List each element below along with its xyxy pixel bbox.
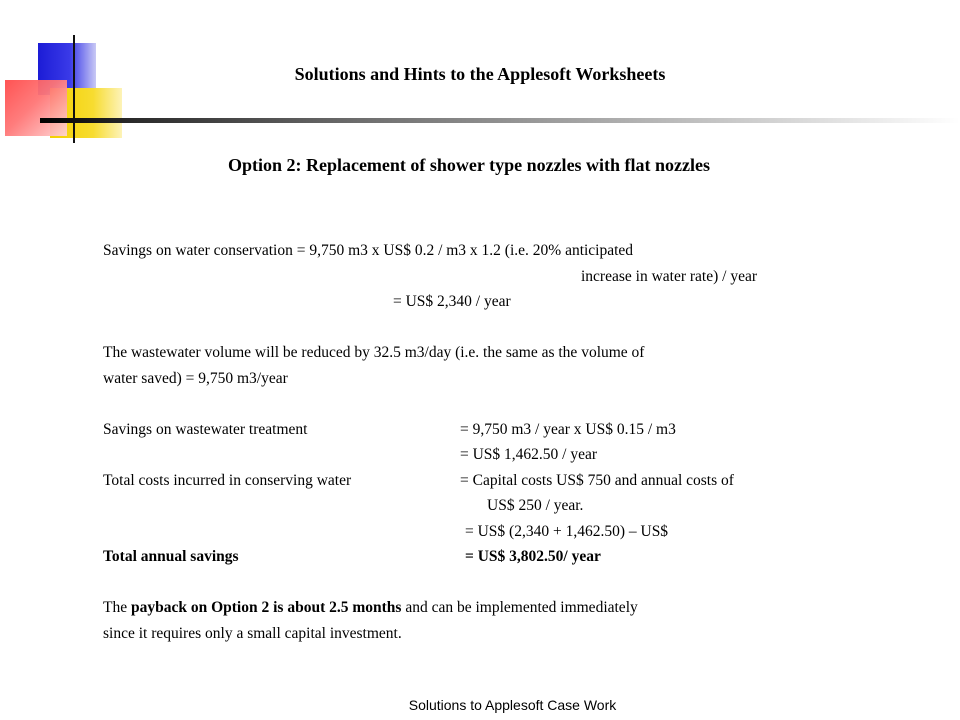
treatment-value-2: = US$ 1,462.50 / year — [460, 446, 598, 463]
payback-suffix: and can be implemented immediately — [405, 599, 638, 616]
water-savings-result: = US$ 2,340 / year — [393, 293, 511, 310]
costs-label: Total costs incurred in conserving water — [103, 471, 352, 489]
water-savings-line-1: Savings on water conservation = 9,750 m3 x US$ 0.2 / m3 x 1.2 (i.e. 20% anticipated — [103, 242, 634, 259]
costs-row — [103, 468, 863, 494]
costs-row-3 — [103, 519, 863, 545]
payback-line-1 — [103, 595, 863, 621]
water-savings-line-2 — [103, 264, 863, 290]
water-savings-continuation: increase in water rate) / year — [581, 267, 757, 285]
total-label: Total annual savings — [103, 548, 239, 565]
treatment-value-1: = 9,750 m3 / year x US$ 0.15 / m3 — [460, 420, 676, 438]
logo-vertical-line — [73, 35, 75, 143]
treatment-row-2 — [103, 442, 863, 468]
payback-line-2: since it requires only a small capital investment. — [103, 624, 402, 642]
total-value: = US$ 3,802.50/ year — [465, 548, 601, 565]
treatment-label: Savings on wastewater treatment — [103, 420, 308, 438]
logo-red-square — [5, 80, 67, 136]
header-divider-bar — [40, 118, 960, 123]
costs-value-3: = US$ (2,340 + 1,462.50) – US$ — [465, 522, 669, 540]
slide-body — [103, 238, 863, 646]
costs-value-1: = Capital costs US$ 750 and annual costs of — [460, 471, 734, 489]
costs-value-2: US$ 250 / year. — [487, 497, 584, 514]
water-savings-line-3 — [103, 289, 863, 315]
total-row — [103, 544, 863, 570]
costs-row-2 — [103, 493, 863, 519]
payback-highlight: payback on Option 2 is about 2.5 months — [130, 599, 402, 616]
payback-prefix: The — [103, 599, 128, 616]
section-subtitle: Option 2: Replacement of shower type nozzles with flat nozzles — [227, 155, 711, 175]
page-title: Solutions and Hints to the Applesoft Worksheets — [294, 64, 666, 84]
wastewater-line-1: The wastewater volume will be reduced by 32.5 m3/day (i.e. the same as the volume of — [103, 344, 645, 361]
slide-footer: Solutions to Applesoft Case Work — [408, 697, 617, 713]
wastewater-line-2: water saved) = 9,750 m3/year — [103, 369, 288, 387]
treatment-row — [103, 417, 863, 443]
